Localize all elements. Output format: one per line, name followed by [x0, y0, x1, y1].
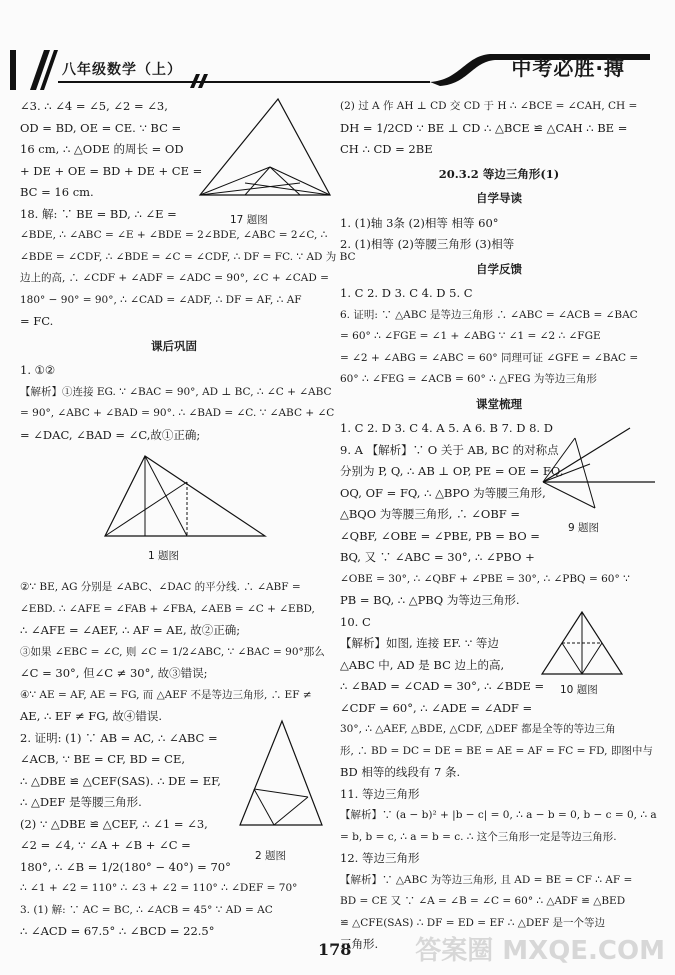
- text-line: BC = 16 cm.: [20, 185, 94, 199]
- text-line: △BQO 为等腰三角形, ∴ ∠OBF =: [340, 507, 521, 521]
- text-line: 180° − 90° = 90°, ∴ ∠CAD = ∠ADF, ∴ DF = AF, ∴ AF: [20, 293, 302, 306]
- text-line: PB = BQ, ∴ △PBQ 为等边三角形.: [340, 593, 520, 607]
- text-line: △ABC 中, AD 是 BC 边上的高,: [340, 657, 505, 672]
- figure-17: [190, 95, 335, 205]
- text-line: 2. 证明: (1) ∵ AB = AC, ∴ ∠ABC =: [20, 730, 218, 745]
- text-line: = 90°, ∠ABC + ∠BAD = 90°. ∴ ∠BAD = ∠C. ∵ ∠ABC + ∠C: [20, 407, 335, 419]
- text-line: ∴ ∠AFE = ∠AEF, ∴ AF = AE, 故②正确;: [20, 623, 241, 637]
- text-line: 180°, ∴ ∠B = 1/2(180° − 40°) = 70°: [20, 859, 231, 874]
- text-line: 18. 解: ∵ BE = BD, ∴ ∠E =: [20, 206, 177, 221]
- text-line: OQ, OF = FQ, ∴ △BPO 为等腰三角形,: [340, 485, 546, 500]
- text-line: 11. 等边三角形: [340, 786, 420, 801]
- text-line: 【解析】∵ (a − b)² + |b − c| = 0, ∴ a − b = 0, b − c = 0, ∴ a: [340, 809, 657, 821]
- text-line: (2) 过 A 作 AH ⊥ CD 交 CD 于 H ∴ ∠BCE = ∠CAH, CH =: [340, 100, 638, 112]
- section-heading: 20.3.2 等边三角形(1): [438, 166, 560, 181]
- right-column: [340, 96, 658, 956]
- text-line: 60° ∴ ∠FEG = ∠ACB = 60° ∴ △FEG 为等边三角形: [340, 373, 597, 385]
- text-line: ∠ACB, ∵ BE = CF, BD = CE,: [20, 752, 186, 766]
- series-title: 中考必胜·搏: [511, 56, 625, 80]
- text-line: 3. (1) 解: ∵ AC = BC, ∴ ∠ACB = 45° ∵ AD = AC: [20, 903, 273, 916]
- text-line: = ∠2 + ∠ABG = ∠ABC = 60° 同理可证 ∠GFE = ∠BAC =: [340, 351, 639, 364]
- text-line: CH ∴ CD = 2BE: [340, 142, 433, 156]
- text-line: ④∵ AE = AF, AE = FG, 而 △AEF 不是等边三角形, ∴ EF ≠: [20, 688, 312, 701]
- text-line: 【解析】①连接 EG. ∵ ∠BAC = 90°, AD ⊥ BC, ∴ ∠C + ∠ABC: [20, 385, 332, 398]
- text-line: DH = 1/2CD ∵ BE ⊥ CD ∴ △BCE ≌ △CAH ∴ BE =: [340, 120, 628, 135]
- text-line: = ∠DAC, ∠BAD = ∠C,故①正确;: [20, 427, 201, 442]
- text-line: 【解析】∵ △ABC 为等边三角形, 且 AD = BE = CF ∴ AF =: [340, 873, 633, 886]
- text-line: ∴ △DEF 是等腰三角形.: [20, 795, 142, 809]
- text-line: ∠3. ∴ ∠4 = ∠5, ∠2 = ∠3,: [20, 99, 168, 113]
- text-line: OD = BD, OE = CE. ∵ BC =: [20, 120, 182, 135]
- text-line: 30°, ∴ △AEF, △BDE, △CDF, △DEF 都是全等的等边三角: [340, 723, 616, 735]
- figure-2-caption: 2 题图: [255, 850, 287, 862]
- text-line: ∴ ∠BAD = ∠CAD = 30°, ∴ ∠BDE =: [340, 679, 545, 693]
- text-line: ∠QBF, ∠OBE = ∠PBE, PB = BO =: [340, 528, 540, 543]
- text-line: BD = CE 又 ∵ ∠A = ∠B = ∠C = 60° ∴ △ADF ≌ △BED: [340, 895, 626, 907]
- section-heading: 自学导读: [476, 191, 522, 205]
- text-line: ∴ ∠1 + ∠2 = 110° ∴ ∠3 + ∠2 = 110° ∴ ∠DEF = 70°: [20, 882, 298, 894]
- section-heading: 课堂梳理: [476, 396, 522, 411]
- figure-17-caption: 17 题图: [230, 214, 268, 226]
- text-line: 1. (1)轴 3条 (2)相等 相等 60°: [340, 215, 499, 230]
- text-line: AE, ∴ EF ≠ FG, 故④错误.: [20, 709, 163, 723]
- text-line: 形, ∴ BD = DC = DE = BE = AE = AF = FC = FD, 即图中与: [340, 744, 653, 757]
- text-line: 三角形.: [340, 937, 379, 951]
- text-line: = FC.: [20, 314, 54, 328]
- figure-1-caption: 1 题图: [148, 550, 180, 562]
- text-line: 【解析】如图, 连接 EF. ∵ 等边: [340, 636, 499, 650]
- text-line: BD 相等的线段有 7 条.: [340, 765, 461, 779]
- text-line: ③如果 ∠EBC = ∠C, 则 ∠C = 1/2∠ABC, ∵ ∠BAC = 90°那么: [20, 645, 325, 658]
- page-header: [10, 50, 665, 90]
- text-line: ∠EBD. ∴ ∠AFE = ∠FAB + ∠FBA, ∠AEB = ∠C + ∠EBD,: [20, 602, 315, 615]
- figure-10: [538, 608, 628, 678]
- text-line: 1. C 2. D 3. C 4. A 5. A 6. B 7. D 8. D: [340, 421, 553, 435]
- text-line: 1. ①②: [20, 363, 56, 377]
- text-line: 16 cm, ∴ △ODE 的周长 = OD: [20, 142, 184, 156]
- book-title: 八年级数学（上）: [62, 62, 182, 78]
- text-line: (2) ∵ △DBE ≌ △CEF, ∴ ∠1 = ∠3,: [20, 816, 208, 831]
- text-line: ∠OBE = 30°, ∴ ∠QBF + ∠PBE = 30°, ∴ ∠PBQ = 60° ∵: [340, 572, 630, 585]
- text-line: 10. C: [340, 614, 371, 629]
- figure-1: [95, 452, 270, 542]
- text-line: BQ, 又 ∵ ∠ABC = 30°, ∴ ∠PBO +: [340, 550, 535, 564]
- text-line: = b, b = c, ∴ a = b = c. ∴ 这个三角形一定是等边三角形.: [340, 830, 617, 843]
- text-line: ∠BDE, ∴ ∠ABC = ∠E + ∠BDE = 2∠BDE, ∠ABC = 2∠C, ∴: [20, 229, 328, 241]
- page-number: 178: [318, 940, 352, 959]
- figure-9-caption: 9 题图: [568, 522, 600, 534]
- text-line: 9. A 【解析】∵ O 关于 AB, BC 的对称点: [340, 442, 559, 457]
- text-line: ∠C = 30°, 但∠C ≠ 30°, 故③错误;: [20, 666, 208, 680]
- text-line: 6. 证明: ∵ △ABC 是等边三角形 ∴ ∠ABC = ∠ACB = ∠BAC: [340, 308, 638, 321]
- text-line: ∠CDF = 60°, ∴ ∠ADE = ∠ADF =: [340, 700, 533, 715]
- text-line: ②∵ BE, AG 分别是 ∠ABC、∠DAC 的平分线. ∴ ∠ABF =: [20, 581, 301, 593]
- text-line: ∴ △DBE ≌ △CEF(SAS). ∴ DE = EF,: [20, 773, 221, 788]
- figure-9: [535, 420, 660, 515]
- text-line: = 60° ∴ ∠FGE = ∠1 + ∠ABG ∵ ∠1 = ∠2 ∴ ∠FGE: [340, 330, 601, 342]
- text-line: 12. 等边三角形: [340, 851, 420, 865]
- text-line: ∠2 = ∠4, ∵ ∠A + ∠B + ∠C =: [20, 838, 191, 852]
- section-heading: 自学反馈: [476, 261, 522, 276]
- text-line: ∠BDE = ∠CDF, ∴ ∠BDE = ∠C = ∠CDF, ∴ DF = FC. ∵ AD 为 BC: [20, 250, 356, 263]
- section-heading: 课后巩固: [151, 338, 197, 353]
- text-line: 分别为 P, Q, ∴ AB ⊥ OP, PE = OE = FQ,: [340, 464, 564, 478]
- watermark: 答案圈 MXQE.COM: [415, 936, 665, 966]
- text-line: 2. (1)相等 (2)等腰三角形 (3)相等: [340, 237, 515, 251]
- text-line: 边上的高, ∴ ∠CDF + ∠ADF = ∠ADC = 90°, ∠C + ∠CAD =: [20, 272, 329, 284]
- text-line: 1. C 2. D 3. C 4. D 5. C: [340, 286, 473, 300]
- text-line: ≌ △CFE(SAS) ∴ DF = ED = EF ∴ △DEF 是一个等边: [340, 916, 606, 929]
- text-line: + DE + OE = BD + DE + CE =: [20, 163, 203, 178]
- figure-2: [232, 717, 327, 832]
- figure-10-caption: 10 题图: [560, 684, 598, 696]
- text-line: ∴ ∠ACD = 67.5° ∴ ∠BCD = 22.5°: [20, 924, 215, 938]
